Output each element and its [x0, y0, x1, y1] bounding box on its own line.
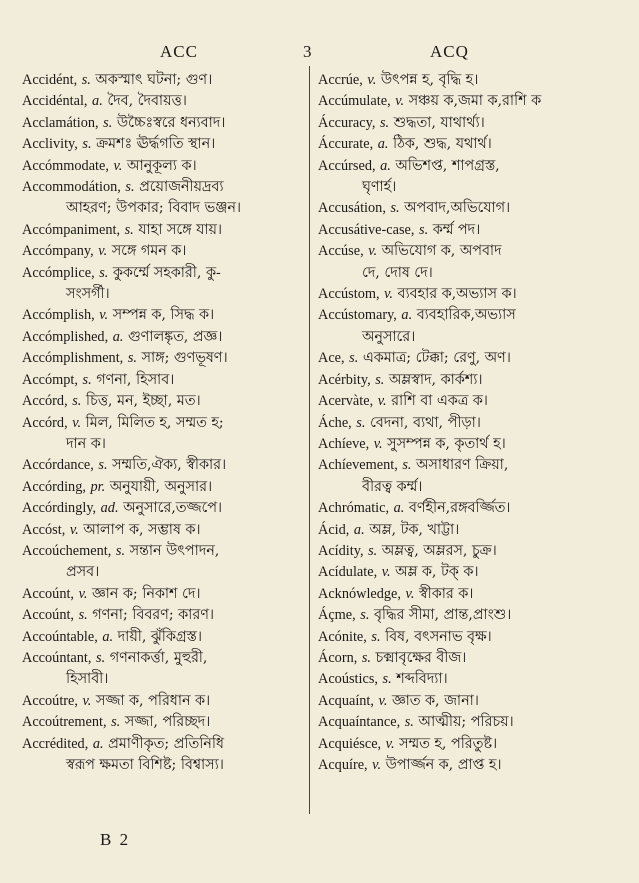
dictionary-entry	[318, 605, 618, 626]
entry-headword: Acquaíntance,	[318, 714, 401, 731]
entry-gloss: গুণালঙ্কৃত, প্রজ্ঞ।	[128, 328, 223, 345]
entry-part-of-speech: v.	[113, 157, 123, 174]
entry-headword: Accusátive-case,	[318, 221, 415, 238]
entry-part-of-speech: s.	[103, 114, 113, 131]
entry-part-of-speech: s.	[99, 264, 109, 281]
dictionary-entry	[22, 648, 307, 691]
entry-part-of-speech: s.	[98, 457, 108, 474]
dictionary-entry	[318, 541, 618, 562]
entry-gloss-continuation: সংসর্গী।	[66, 286, 110, 303]
entry-gloss-continuation: দে, দোষ দে।	[362, 264, 433, 281]
entry-part-of-speech: s.	[349, 350, 359, 367]
dictionary-entry	[318, 70, 618, 91]
entry-headword: Acquaínt,	[318, 692, 374, 709]
entry-headword: Accoútrement,	[22, 714, 107, 731]
dictionary-entry	[318, 734, 618, 755]
entry-part-of-speech: a.	[401, 307, 413, 324]
dictionary-entry	[318, 669, 618, 690]
entry-part-of-speech: s.	[78, 607, 88, 624]
entry-headword: Achíevement,	[318, 457, 398, 474]
entry-part-of-speech: s.	[82, 371, 92, 388]
entry-headword: Accrédited,	[22, 735, 89, 752]
dictionary-entry	[318, 91, 618, 112]
entry-part-of-speech: a.	[112, 328, 124, 345]
entry-headword: Achrómatic,	[318, 500, 390, 517]
dictionary-entry	[22, 455, 307, 476]
entry-gloss-continuation: স্বরূপ ক্ষমতা বিশিষ্ট; বিশ্বাস্য।	[66, 757, 224, 773]
entry-gloss: অম্লস্বাদ, কার্কশ্য।	[388, 371, 483, 388]
entry-gloss: ক্রমশঃ ঊর্দ্ধগতি স্থান।	[96, 136, 216, 153]
entry-headword: Acónite,	[318, 628, 367, 645]
entry-gloss: বিষ, বৎসনাভ বৃক্ষ।	[385, 628, 492, 645]
entry-headword: Accórdance,	[22, 457, 94, 474]
entry-gloss: প্রমাণীকৃত; প্রতিনিধি	[108, 735, 224, 752]
dictionary-entry	[22, 477, 307, 498]
entry-headword: Accoúnt,	[22, 585, 75, 602]
entry-headword: Accoútre,	[22, 692, 78, 709]
entry-gloss: সুসম্পন্ন ক, কৃতার্থ হ।	[387, 435, 506, 452]
entry-part-of-speech: v.	[69, 521, 79, 538]
entry-part-of-speech: pr.	[90, 478, 106, 495]
page-number: 3	[303, 42, 313, 61]
dictionary-entry	[22, 348, 307, 369]
dictionary-entry	[318, 562, 618, 583]
entry-headword: Accoúchement,	[22, 542, 112, 559]
entry-gloss: অসাধারণ ক্রিয়া,	[416, 457, 509, 474]
entry-headword: Acérbity,	[318, 371, 371, 388]
entry-gloss: আনুকূল্য ক।	[126, 157, 197, 174]
left-column	[22, 70, 307, 776]
dictionary-entry	[22, 91, 307, 112]
entry-gloss: জ্ঞান ক; নিকাশ দে।	[91, 585, 201, 602]
entry-gloss: ব্যবহারিক,অভ্যাস	[416, 307, 516, 324]
entry-part-of-speech: v.	[78, 585, 88, 602]
entry-gloss: চিত্ত, মন, ইচ্ছা, মত।	[85, 393, 201, 410]
right-column	[318, 70, 618, 776]
entry-part-of-speech: s.	[124, 221, 134, 238]
entry-gloss: একমাত্র; টেক্কা; রেণু, অণ।	[362, 350, 511, 367]
entry-headword: Acoústics,	[318, 671, 378, 688]
entry-gloss: সাঙ্গ; গুণভূষণ।	[141, 350, 228, 367]
entry-part-of-speech: a.	[102, 628, 114, 645]
entry-gloss: অভিশপ্ত, শাপগ্রস্ত,	[395, 157, 500, 174]
entry-part-of-speech: s.	[371, 628, 381, 645]
entry-gloss: সজ্জা ক, পরিধান ক।	[95, 692, 211, 709]
page-header	[0, 42, 639, 70]
dictionary-entry	[318, 455, 618, 498]
entry-headword: Accómplished,	[22, 328, 109, 345]
dictionary-entry	[318, 755, 618, 776]
entry-headword: Ace,	[318, 350, 345, 367]
entry-part-of-speech: v.	[98, 243, 108, 260]
dictionary-entry	[22, 391, 307, 412]
dictionary-entry	[22, 241, 307, 262]
entry-headword: Áçme,	[318, 607, 356, 624]
entry-gloss-continuation: আহরণ; উপকার; বিবাদ ভঞ্জন।	[66, 200, 241, 217]
entry-part-of-speech: s.	[81, 72, 91, 88]
entry-headword: Acquiésce,	[318, 735, 382, 752]
entry-gloss: প্রয়োজনীয়দ্রব্য	[139, 179, 224, 196]
dictionary-entry	[22, 134, 307, 155]
dictionary-entry	[318, 434, 618, 455]
entry-gloss-continuation: দান ক।	[66, 435, 106, 452]
dictionary-entry	[22, 734, 307, 777]
entry-gloss: ব্যবহার ক,অভ্যাস ক।	[397, 286, 517, 303]
entry-gloss: সম্মত হ, পরিতুষ্ট।	[399, 735, 498, 752]
entry-part-of-speech: a.	[377, 136, 389, 153]
dictionary-entry	[22, 520, 307, 541]
dictionary-entry	[318, 348, 618, 369]
dictionary-entry	[22, 712, 307, 733]
entry-part-of-speech: s.	[361, 649, 371, 666]
entry-headword: Accórding,	[22, 478, 86, 495]
entry-gloss: বেদনা, ব্যথা, পীড়া।	[369, 414, 481, 431]
entry-headword: Accórd,	[22, 414, 68, 431]
dictionary-entry	[318, 691, 618, 712]
entry-headword: Accómplice,	[22, 264, 95, 281]
entry-headword: Accómpaniment,	[22, 221, 121, 238]
dictionary-entry	[318, 627, 618, 648]
entry-part-of-speech: v.	[405, 585, 415, 602]
entry-part-of-speech: a.	[393, 500, 405, 517]
entry-headword: Acknówledge,	[318, 585, 401, 602]
entry-part-of-speech: s.	[127, 350, 137, 367]
dictionary-entry	[22, 370, 307, 391]
entry-gloss: স্বীকার ক।	[418, 585, 474, 602]
dictionary-entry	[22, 584, 307, 605]
entry-gloss: বর্ণহীন,রঙ্গবর্জ্জিত।	[408, 500, 511, 517]
dictionary-entry	[318, 391, 618, 412]
entry-gloss: উৎপন্ন হ, বৃদ্ধি হ।	[380, 72, 479, 88]
entry-gloss: অনুযায়ী, অনুসার।	[109, 478, 213, 495]
entry-gloss-continuation: বীরত্ব কর্ম্ম।	[362, 478, 423, 495]
entry-gloss: ঠিক, শুদ্ধ, যথার্থ।	[393, 136, 492, 153]
entry-gloss: উচ্চৈঃস্বরে ধন্যবাদ।	[116, 114, 226, 131]
dictionary-entry	[318, 520, 618, 541]
entry-headword: Accúrsed,	[318, 157, 376, 174]
entry-part-of-speech: s.	[111, 714, 121, 731]
entry-headword: Accórd,	[22, 393, 68, 410]
header-right-guideword: ACQ	[430, 42, 469, 61]
entry-gloss: কর্ম্ম পদ।	[432, 221, 481, 238]
entry-part-of-speech: v.	[368, 243, 378, 260]
entry-gloss: জ্ঞাত ক, জানা।	[391, 692, 479, 709]
entry-headword: Ácorn,	[318, 649, 358, 666]
entry-gloss: কুকর্ম্মে সহকারী, কু-	[112, 264, 221, 281]
entry-part-of-speech: v.	[395, 93, 405, 110]
entry-gloss: অম্লত্ব, অম্লরস, চুক্র।	[381, 542, 497, 559]
entry-part-of-speech: v.	[99, 307, 109, 324]
entry-gloss: অনুসারে,তজ্জপে।	[123, 500, 223, 517]
dictionary-entry	[318, 584, 618, 605]
entry-gloss: বৃদ্ধির সীমা, প্রান্ত,প্রাংশু।	[373, 607, 512, 624]
entry-gloss: অভিযোগ ক, অপবাদ	[381, 243, 502, 260]
entry-gloss-continuation: হিসাবী।	[66, 671, 109, 688]
entry-gloss: যাহা সঙ্গে যায়।	[138, 221, 223, 238]
entry-part-of-speech: v.	[72, 414, 82, 431]
entry-part-of-speech: s.	[390, 200, 400, 217]
entry-gloss: সম্মতি,ঐক্য, স্বীকার।	[112, 457, 227, 474]
entry-part-of-speech: s.	[360, 607, 370, 624]
entry-part-of-speech: v.	[82, 692, 92, 709]
dictionary-entry	[22, 177, 307, 220]
entry-gloss: শুদ্ধতা, যাথার্থ্য।	[393, 114, 485, 131]
dictionary-entry	[318, 220, 618, 241]
dictionary-entry	[318, 134, 618, 155]
dictionary-entry	[22, 605, 307, 626]
entry-part-of-speech: s.	[368, 542, 378, 559]
entry-part-of-speech: s.	[72, 393, 82, 410]
entry-gloss: সঙ্গে গমন ক।	[111, 243, 187, 260]
header-left-guideword: ACC	[160, 42, 198, 61]
entry-headword: Achíeve,	[318, 435, 370, 452]
entry-gloss: সন্তান উৎপাদন,	[129, 542, 220, 559]
entry-headword: Accómpt,	[22, 371, 78, 388]
entry-gloss: অকস্মাৎ ঘটনা; গুণ।	[95, 72, 213, 88]
entry-headword: Acídity,	[318, 542, 364, 559]
entry-headword: Accúmulate,	[318, 93, 391, 110]
column-divider	[309, 66, 310, 814]
entry-headword: Accoúntable,	[22, 628, 98, 645]
entry-gloss-continuation: ঘৃণার্হ।	[362, 179, 397, 196]
entry-headword: Accrúe,	[318, 72, 363, 88]
entry-part-of-speech: a.	[353, 521, 365, 538]
entry-headword: Acervàte,	[318, 393, 374, 410]
dictionary-entry	[22, 498, 307, 519]
dictionary-entry	[22, 327, 307, 348]
entry-part-of-speech: v.	[385, 735, 395, 752]
entry-headword: Accómplish,	[22, 307, 95, 324]
entry-gloss: দায়ী, ঝুঁকিগ্রস্ত।	[117, 628, 202, 645]
dictionary-entry	[22, 691, 307, 712]
dictionary-entry	[318, 305, 618, 348]
entry-part-of-speech: s.	[96, 649, 106, 666]
dictionary-entry	[22, 305, 307, 326]
entry-part-of-speech: v.	[384, 286, 393, 303]
entry-gloss: মিল, মিলিত হ, সম্মত হ;	[85, 414, 224, 431]
entry-gloss: অম্ল ক, টক্ ক।	[395, 564, 479, 581]
dictionary-entry	[22, 413, 307, 456]
entry-headword: Ácid,	[318, 521, 350, 538]
entry-headword: Accómmodate,	[22, 157, 109, 174]
entry-gloss: সম্পন্ন ক, সিদ্ধ ক।	[112, 307, 215, 324]
entry-part-of-speech: v.	[377, 393, 387, 410]
entry-headword: Áche,	[318, 414, 352, 431]
entry-gloss-continuation: অনুসারে।	[362, 328, 416, 345]
dictionary-entry	[22, 70, 307, 91]
entry-part-of-speech: v.	[373, 435, 383, 452]
entry-headword: Accidéntal,	[22, 93, 88, 110]
entry-headword: Áccurate,	[318, 136, 374, 153]
entry-part-of-speech: a.	[92, 735, 104, 752]
entry-part-of-speech: s.	[419, 221, 429, 238]
dictionary-entry	[318, 648, 618, 669]
dictionary-entry	[22, 156, 307, 177]
entry-headword: Accusátion,	[318, 200, 386, 217]
dictionary-entry	[318, 413, 618, 434]
entry-gloss: আলাপ ক, সম্ভাষ ক।	[83, 521, 201, 538]
entry-headword: Accommodátion,	[22, 179, 121, 196]
dictionary-entry	[318, 113, 618, 134]
entry-part-of-speech: s.	[375, 371, 385, 388]
entry-gloss: সঞ্চয় ক,জমা ক,রাশি ক	[408, 93, 542, 110]
entry-gloss-continuation: প্রসব।	[66, 564, 100, 581]
dictionary-entry	[318, 712, 618, 733]
dictionary-entry	[22, 263, 307, 306]
entry-part-of-speech: a.	[92, 93, 103, 110]
entry-gloss: গণনা; বিবরণ; কারণ।	[92, 607, 214, 624]
entry-gloss: শব্দবিদ্যা।	[396, 671, 448, 688]
entry-headword: Accoúntant,	[22, 649, 92, 666]
entry-part-of-speech: a.	[380, 157, 391, 174]
entry-headword: Accóst,	[22, 521, 66, 538]
entry-headword: Acídulate,	[318, 564, 378, 581]
entry-headword: Accómpany,	[22, 243, 94, 260]
entry-gloss: আত্মীয়; পরিচয়।	[418, 714, 514, 731]
entry-gloss: গণনা, হিসাব।	[96, 371, 175, 388]
entry-gloss: গণনাকর্ত্তা, মুহুরী,	[109, 649, 208, 666]
dictionary-entry	[318, 498, 618, 519]
entry-part-of-speech: s.	[125, 179, 135, 196]
entry-headword: Accústom,	[318, 286, 380, 303]
entry-part-of-speech: s.	[379, 114, 390, 131]
entry-part-of-speech: s.	[404, 714, 414, 731]
entry-part-of-speech: s.	[382, 671, 392, 688]
entry-headword: Acclamátion,	[22, 114, 99, 131]
entry-headword: Accoúnt,	[22, 607, 75, 624]
entry-gloss: অপবাদ,অভিযোগ।	[404, 200, 511, 217]
entry-gloss: রাশি বা একত্র ক।	[391, 393, 488, 410]
entry-headword: Acclivity,	[22, 136, 78, 153]
signature-mark: B 2	[100, 830, 131, 849]
entry-part-of-speech: s.	[115, 542, 126, 559]
entry-gloss: উপার্জ্জন ক, প্রাপ্ত হ।	[385, 757, 502, 773]
dictionary-entry	[318, 156, 618, 199]
entry-headword: Accústomary,	[318, 307, 397, 324]
entry-gloss: দৈব, দৈবায়ত্ত।	[107, 93, 187, 110]
entry-gloss: চক্মাবৃক্ষের বীজ।	[375, 649, 467, 666]
entry-part-of-speech: s.	[82, 136, 92, 153]
entry-part-of-speech: s.	[402, 457, 412, 474]
dictionary-entry	[318, 284, 618, 305]
entry-part-of-speech: v.	[378, 692, 388, 709]
entry-part-of-speech: s.	[356, 414, 366, 431]
entry-headword: Accómplishment,	[22, 350, 124, 367]
dictionary-entry	[318, 370, 618, 391]
entry-part-of-speech: v.	[372, 757, 382, 773]
entry-headword: Accórdingly,	[22, 500, 97, 517]
entry-part-of-speech: v.	[367, 72, 377, 88]
dictionary-entry	[22, 220, 307, 241]
entry-part-of-speech: ad.	[100, 500, 119, 517]
dictionary-entry	[318, 198, 618, 219]
entry-gloss: সজ্জা, পরিচ্ছদ।	[124, 714, 211, 731]
entry-headword: Acquíre,	[318, 757, 368, 773]
entry-part-of-speech: v.	[381, 564, 391, 581]
dictionary-entry	[22, 113, 307, 134]
dictionary-entry	[22, 541, 307, 584]
entry-headword: Áccuracy,	[318, 114, 376, 131]
entry-gloss: অম্ল, টক, খাট্টা।	[369, 521, 460, 538]
entry-headword: Accidént,	[22, 72, 78, 88]
dictionary-entry	[22, 627, 307, 648]
entry-headword: Accúse,	[318, 243, 364, 260]
dictionary-entry	[318, 241, 618, 284]
